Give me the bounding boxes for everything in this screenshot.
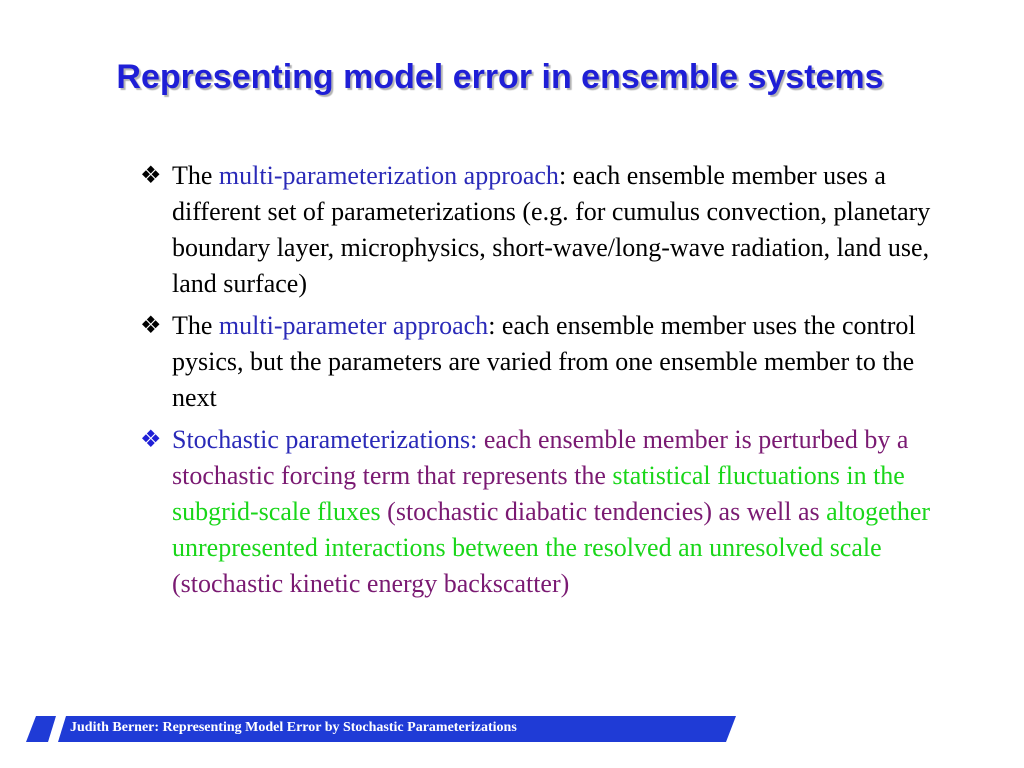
footer-accent-block: [26, 716, 56, 742]
bullet-stochastic-parameterizations: [140, 422, 940, 602]
bullet-text-segment: as well as: [718, 497, 820, 526]
bullet-text-segment: altogether unrepresented interactions between the resolved an unresolved scale: [172, 497, 931, 562]
bullet-multi-parameterization: [140, 158, 940, 302]
bullet-highlight-term: multi-parameterization approach: [218, 161, 559, 190]
bullet-text-segment: (stochastic kinetic energy backscatter): [172, 569, 570, 598]
bullet-text-segment: each ensemble member is perturbed by a stochastic forcing term that represents the: [172, 425, 909, 490]
diamond-bullet-icon: ❖: [140, 427, 162, 453]
slide-title: Representing model error in ensemble systems: [116, 58, 884, 96]
diamond-bullet-icon: ❖: [140, 163, 162, 189]
bullet-highlight-term: Stochastic parameterizations:: [172, 425, 478, 454]
footer-bar: [26, 716, 736, 742]
bullet-multi-parameter: [140, 308, 940, 416]
bullet-text-the: The: [172, 161, 213, 190]
bullet-list: [140, 158, 940, 608]
bullet-text-rest: : each ensemble member uses the control pysics, but the parameters are varied from one ensemble member to the next: [172, 311, 916, 412]
bullet-text-rest: : each ensemble member uses a different set of parameterizations (e.g. for cumulus convection, planetary boundary layer, microphysics, short-wave/long-wave radiation, land use, land surface): [172, 161, 931, 298]
diamond-bullet-icon: ❖: [140, 313, 162, 339]
bullet-text-segment: (stochastic diabatic tendencies): [380, 497, 719, 526]
footer-text: Judith Berner: Representing Model Error by Stochastic Parameterizations: [70, 720, 517, 735]
bullet-text-segment: statistical fluctuations in the subgrid-scale fluxes: [172, 461, 905, 526]
bullet-highlight-term: multi-parameter approach: [218, 311, 489, 340]
bullet-text-the: The: [172, 311, 213, 340]
